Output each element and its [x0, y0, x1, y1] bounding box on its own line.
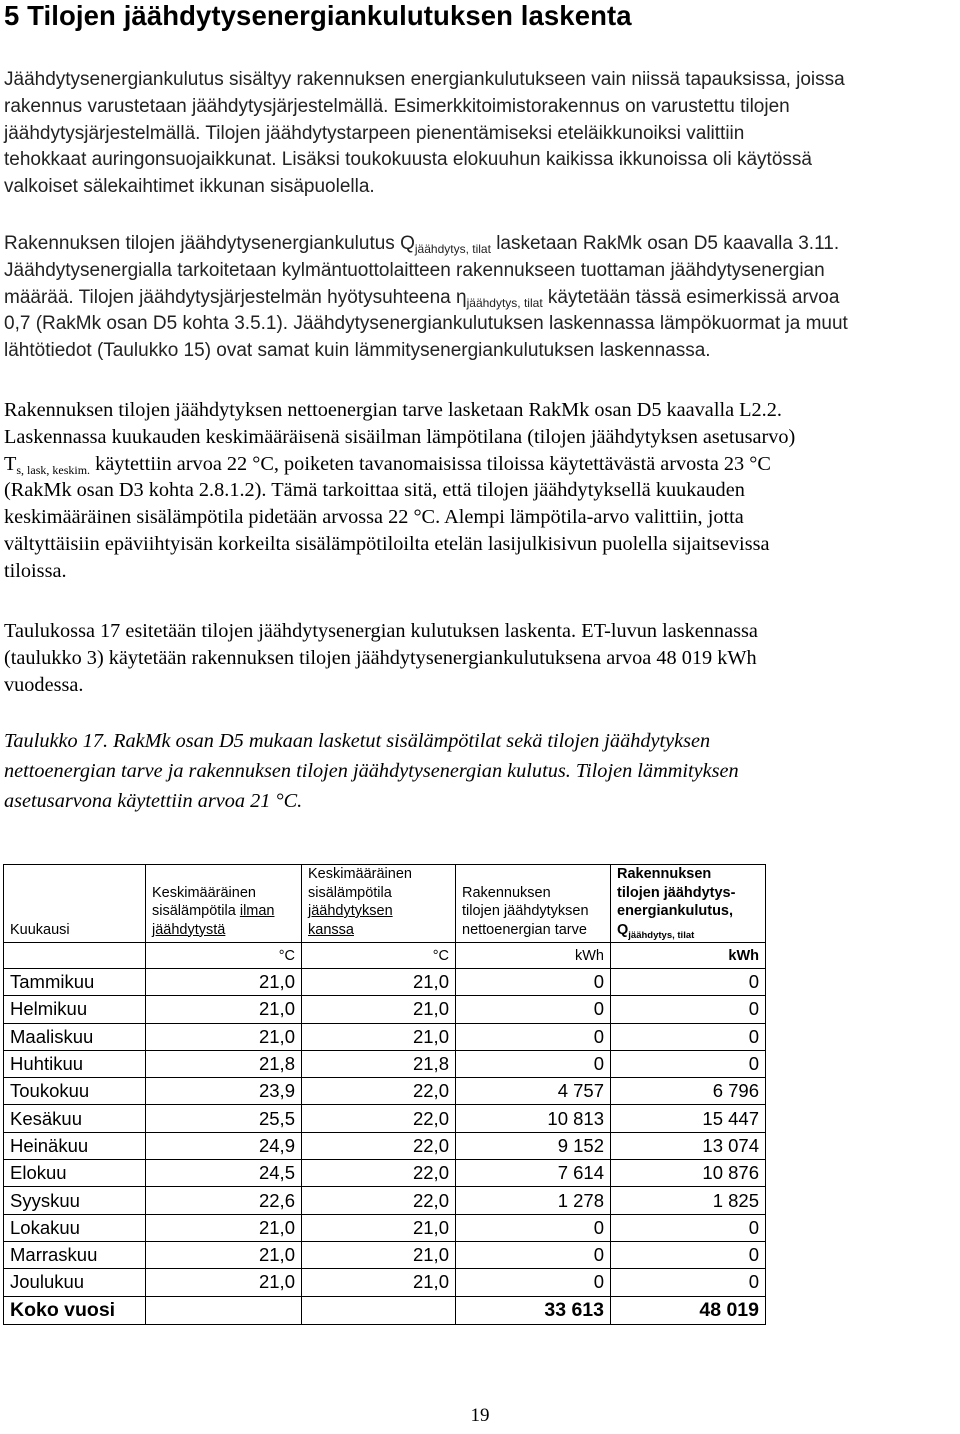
month-cell: Joulukuu [4, 1269, 146, 1296]
table-row [4, 996, 766, 1023]
value-cell: 6 796 [611, 1078, 766, 1105]
paragraph-line: Taulukossa 17 esitetään tilojen jäähdytysenergian kulutuksen laskenta. ET-luvun laskennassa [4, 620, 758, 642]
paragraph-line: Jäähdytysenergialla tarkoitetaan kylmäntuottolaitteen rakennukseen tuottaman jäähdytysenergian [4, 259, 825, 281]
paragraph-line: Rakennuksen tilojen jäähdytyksen nettoenergian tarve lasketaan RakMk osan D5 kaavalla L2.2. [4, 399, 782, 421]
value-cell: 21,0 [302, 996, 456, 1023]
data-table [3, 864, 766, 1325]
value-cell: 0 [456, 1214, 611, 1241]
table-row [4, 1214, 766, 1241]
value-cell: 10 876 [611, 1160, 766, 1187]
header-line: Keskimääräinen [308, 866, 412, 882]
header-temp-without-cooling [146, 865, 302, 943]
value-cell: 22,0 [302, 1078, 456, 1105]
subscript: jäähdytys, tilat [628, 929, 695, 941]
value-cell: 21,0 [146, 1023, 302, 1050]
value-cell: 21,0 [302, 1214, 456, 1241]
value-cell: 0 [611, 969, 766, 996]
header-line: Rakennuksen [462, 884, 551, 901]
value-cell: 21,8 [302, 1050, 456, 1077]
header-temp-with-cooling [302, 865, 456, 943]
paragraph-line: (RakMk osan D3 kohta 2.8.1.2). Tämä tarkoittaa sitä, että tilojen jäähdytyksellä kuukauden [4, 479, 745, 502]
text-run: Q [617, 921, 629, 938]
header-line [152, 902, 295, 921]
table-row [4, 1078, 766, 1105]
value-cell: 21,0 [302, 1023, 456, 1050]
paragraph-line [4, 231, 954, 258]
value-cell: 21,0 [146, 996, 302, 1023]
table-row [4, 1105, 766, 1132]
paragraph-line: rakennus varustetaan jäähdytysjärjestelmällä. Esimerkkitoimistorakennus on varustettu tilojen [4, 95, 790, 117]
value-cell: 0 [456, 969, 611, 996]
header-line [617, 921, 759, 940]
month-cell: Heinäkuu [4, 1132, 146, 1159]
paragraph-line [4, 451, 954, 478]
header-line: Rakennuksen [617, 866, 712, 882]
value-cell: 25,5 [146, 1105, 302, 1132]
value-cell: 0 [456, 996, 611, 1023]
table-units-row [4, 943, 766, 969]
paragraph-line: Laskennassa kuukauden keskimääräisenä sisäilman lämpötilana (tilojen jäähdytyksen asetusarvo) [4, 425, 796, 448]
month-cell: Toukokuu [4, 1078, 146, 1105]
value-cell: 23,9 [146, 1078, 302, 1105]
table-row [4, 969, 766, 996]
total-label-cell: Koko vuosi [4, 1296, 146, 1324]
value-cell: 15 447 [611, 1105, 766, 1132]
paragraph-line: keskimääräinen sisälämpötila pidetään arvossa 22 °C. Alempi lämpötila-arvo valittiin, jotta [4, 506, 744, 529]
unit-cell: °C [146, 943, 302, 969]
header-line: nettoenergian tarve [462, 921, 587, 938]
header-line: tilojen jäähdytyksen [462, 903, 589, 919]
header-line: energiankulutus, [617, 903, 734, 919]
paragraph-line: vuodessa. [4, 673, 84, 696]
paragraph-line: tehokkaat auringonsuojaikkunat. Lisäksi toukokuusta elokuuhun kaikissa ikkunoissa oli käytössä [4, 149, 812, 171]
month-cell: Tammikuu [4, 969, 146, 996]
table-row [4, 1160, 766, 1187]
text-run: lasketaan RakMk osan D5 kaavalla 3.11. [490, 233, 840, 254]
month-cell: Kesäkuu [4, 1105, 146, 1132]
caption-line: Taulukko 17. RakMk osan D5 mukaan lasketut sisälämpötilat sekä tilojen jäähdytyksen [4, 730, 711, 752]
paragraph-line: Jäähdytysenergiankulutus sisältyy rakennuksen energiankulutukseen vain niissä tapauksissa, joissa [4, 69, 845, 90]
table-row [4, 1187, 766, 1214]
paragraph-line [4, 285, 954, 312]
value-cell: 1 278 [456, 1187, 611, 1214]
month-cell: Maaliskuu [4, 1023, 146, 1050]
value-cell: 21,0 [146, 1241, 302, 1268]
header-line: jäähdytystä [152, 921, 226, 938]
paragraph-line: 0,7 (RakMk osan D5 kohta 3.5.1). Jäähdytysenergiankulutuksen laskennassa lämpökuormat ja muut [4, 313, 848, 335]
unit-cell: kWh [456, 943, 611, 969]
total-cell: 33 613 [456, 1296, 611, 1324]
text-run: määrää. Tilojen jäähdytysjärjestelmän hyötysuhteena η [4, 286, 467, 308]
value-cell: 21,0 [146, 1269, 302, 1296]
subscript: jäähdytys, tilat [414, 242, 491, 256]
header-line: tilojen jäähdytys- [617, 884, 736, 901]
value-cell: 0 [456, 1023, 611, 1050]
month-cell: Huhtikuu [4, 1050, 146, 1077]
text-run: käytetään tässä esimerkissä arvoa [542, 286, 840, 308]
paragraph-line: tiloissa. [4, 559, 67, 582]
paragraph-line: (taulukko 3) käytetään rakennuksen tilojen jäähdytysenergiankulutuksena arvoa 48 019 kWh [4, 646, 757, 669]
value-cell: 1 825 [611, 1187, 766, 1214]
table-row [4, 1269, 766, 1296]
value-cell: 0 [456, 1269, 611, 1296]
value-cell: 0 [611, 1269, 766, 1296]
value-cell: 22,0 [302, 1105, 456, 1132]
header-month: Kuukausi [4, 865, 146, 943]
value-cell: 21,0 [146, 1214, 302, 1241]
net-energy-paragraph [4, 397, 954, 585]
value-cell: 0 [456, 1241, 611, 1268]
intro-paragraph [4, 67, 954, 201]
value-cell: 24,9 [146, 1132, 302, 1159]
value-cell: 0 [611, 1214, 766, 1241]
value-cell: 22,6 [146, 1187, 302, 1214]
paragraph-line: vältyttäisiin epäviihtyisän korkeilta sisälämpötiloilta etelän lasijulkisivun puolella sijaitsevissa [4, 532, 770, 555]
text-run: käytettiin arvoa 22 °C, poiketen tavanomaisissa tiloissa käytettävästä arvosta 23 °C [90, 452, 771, 475]
header-line: jäähdytyksen [308, 903, 393, 919]
page-number: 19 [470, 1405, 490, 1426]
table-caption [4, 726, 954, 816]
section-heading: 5 Tilojen jäähdytysenergiankulutuksen laskenta [4, 0, 632, 31]
month-cell: Syyskuu [4, 1187, 146, 1214]
cooling-energy-paragraph [4, 231, 954, 365]
header-net-energy-need [456, 865, 611, 943]
paragraph-line: valkoiset sälekaihtimet ikkunan sisäpuolella. [4, 176, 375, 198]
table-row [4, 1023, 766, 1050]
month-cell: Elokuu [4, 1160, 146, 1187]
text-run: T [4, 452, 17, 475]
value-cell: 9 152 [456, 1132, 611, 1159]
value-cell: 0 [611, 1241, 766, 1268]
value-cell: 21,0 [302, 1241, 456, 1268]
value-cell: 21,8 [146, 1050, 302, 1077]
table-reference-paragraph [4, 618, 954, 698]
value-cell: 22,0 [302, 1160, 456, 1187]
table-header-row [4, 865, 766, 943]
header-line: kanssa [308, 921, 354, 938]
table-row [4, 1132, 766, 1159]
unit-cell [4, 943, 146, 969]
value-cell: 21,0 [146, 969, 302, 996]
unit-cell: °C [302, 943, 456, 969]
table-row [4, 1050, 766, 1077]
header-cooling-energy-consumption [611, 865, 766, 943]
month-cell: Helmikuu [4, 996, 146, 1023]
value-cell: 22,0 [302, 1187, 456, 1214]
value-cell: 22,0 [302, 1132, 456, 1159]
value-cell: 0 [611, 1050, 766, 1077]
value-cell: 0 [611, 996, 766, 1023]
text-run: ilman [239, 903, 275, 919]
unit-cell: kWh [611, 943, 766, 969]
month-cell: Lokakuu [4, 1214, 146, 1241]
value-cell: 13 074 [611, 1132, 766, 1159]
text-run: sisälämpötila [152, 903, 240, 919]
total-cell [302, 1296, 456, 1324]
total-cell [146, 1296, 302, 1324]
header-line: Keskimääräinen [152, 884, 256, 901]
value-cell: 0 [611, 1023, 766, 1050]
table-total-row [4, 1296, 766, 1324]
text-run: Rakennuksen tilojen jäähdytysenergiankulutus Q [4, 233, 415, 254]
value-cell: 10 813 [456, 1105, 611, 1132]
caption-line: nettoenergian tarve ja rakennuksen tilojen jäähdytysenergian kulutus. Tilojen lämmityksen [4, 760, 739, 782]
paragraph-line: jäähdytysjärjestelmällä. Tilojen jäähdytystarpeen pienentämiseksi eteläikkunoiksi valittiin [4, 122, 745, 144]
month-cell: Marraskuu [4, 1241, 146, 1268]
subscript: jäähdytys, tilat [466, 295, 543, 310]
header-line: sisälämpötila [308, 884, 392, 901]
value-cell: 24,5 [146, 1160, 302, 1187]
value-cell: 0 [456, 1050, 611, 1077]
table-row [4, 1241, 766, 1268]
caption-line: asetusarvona käytettiin arvoa 21 °C. [4, 790, 303, 812]
paragraph-line: lähtötiedot (Taulukko 15) ovat samat kuin lämmitysenergiankulutuksen laskennassa. [4, 340, 711, 362]
subscript: s, lask, keskim. [16, 462, 91, 477]
value-cell: 7 614 [456, 1160, 611, 1187]
value-cell: 21,0 [302, 969, 456, 996]
cooling-energy-table [3, 864, 766, 1325]
value-cell: 4 757 [456, 1078, 611, 1105]
value-cell: 21,0 [302, 1269, 456, 1296]
total-cell: 48 019 [611, 1296, 766, 1324]
